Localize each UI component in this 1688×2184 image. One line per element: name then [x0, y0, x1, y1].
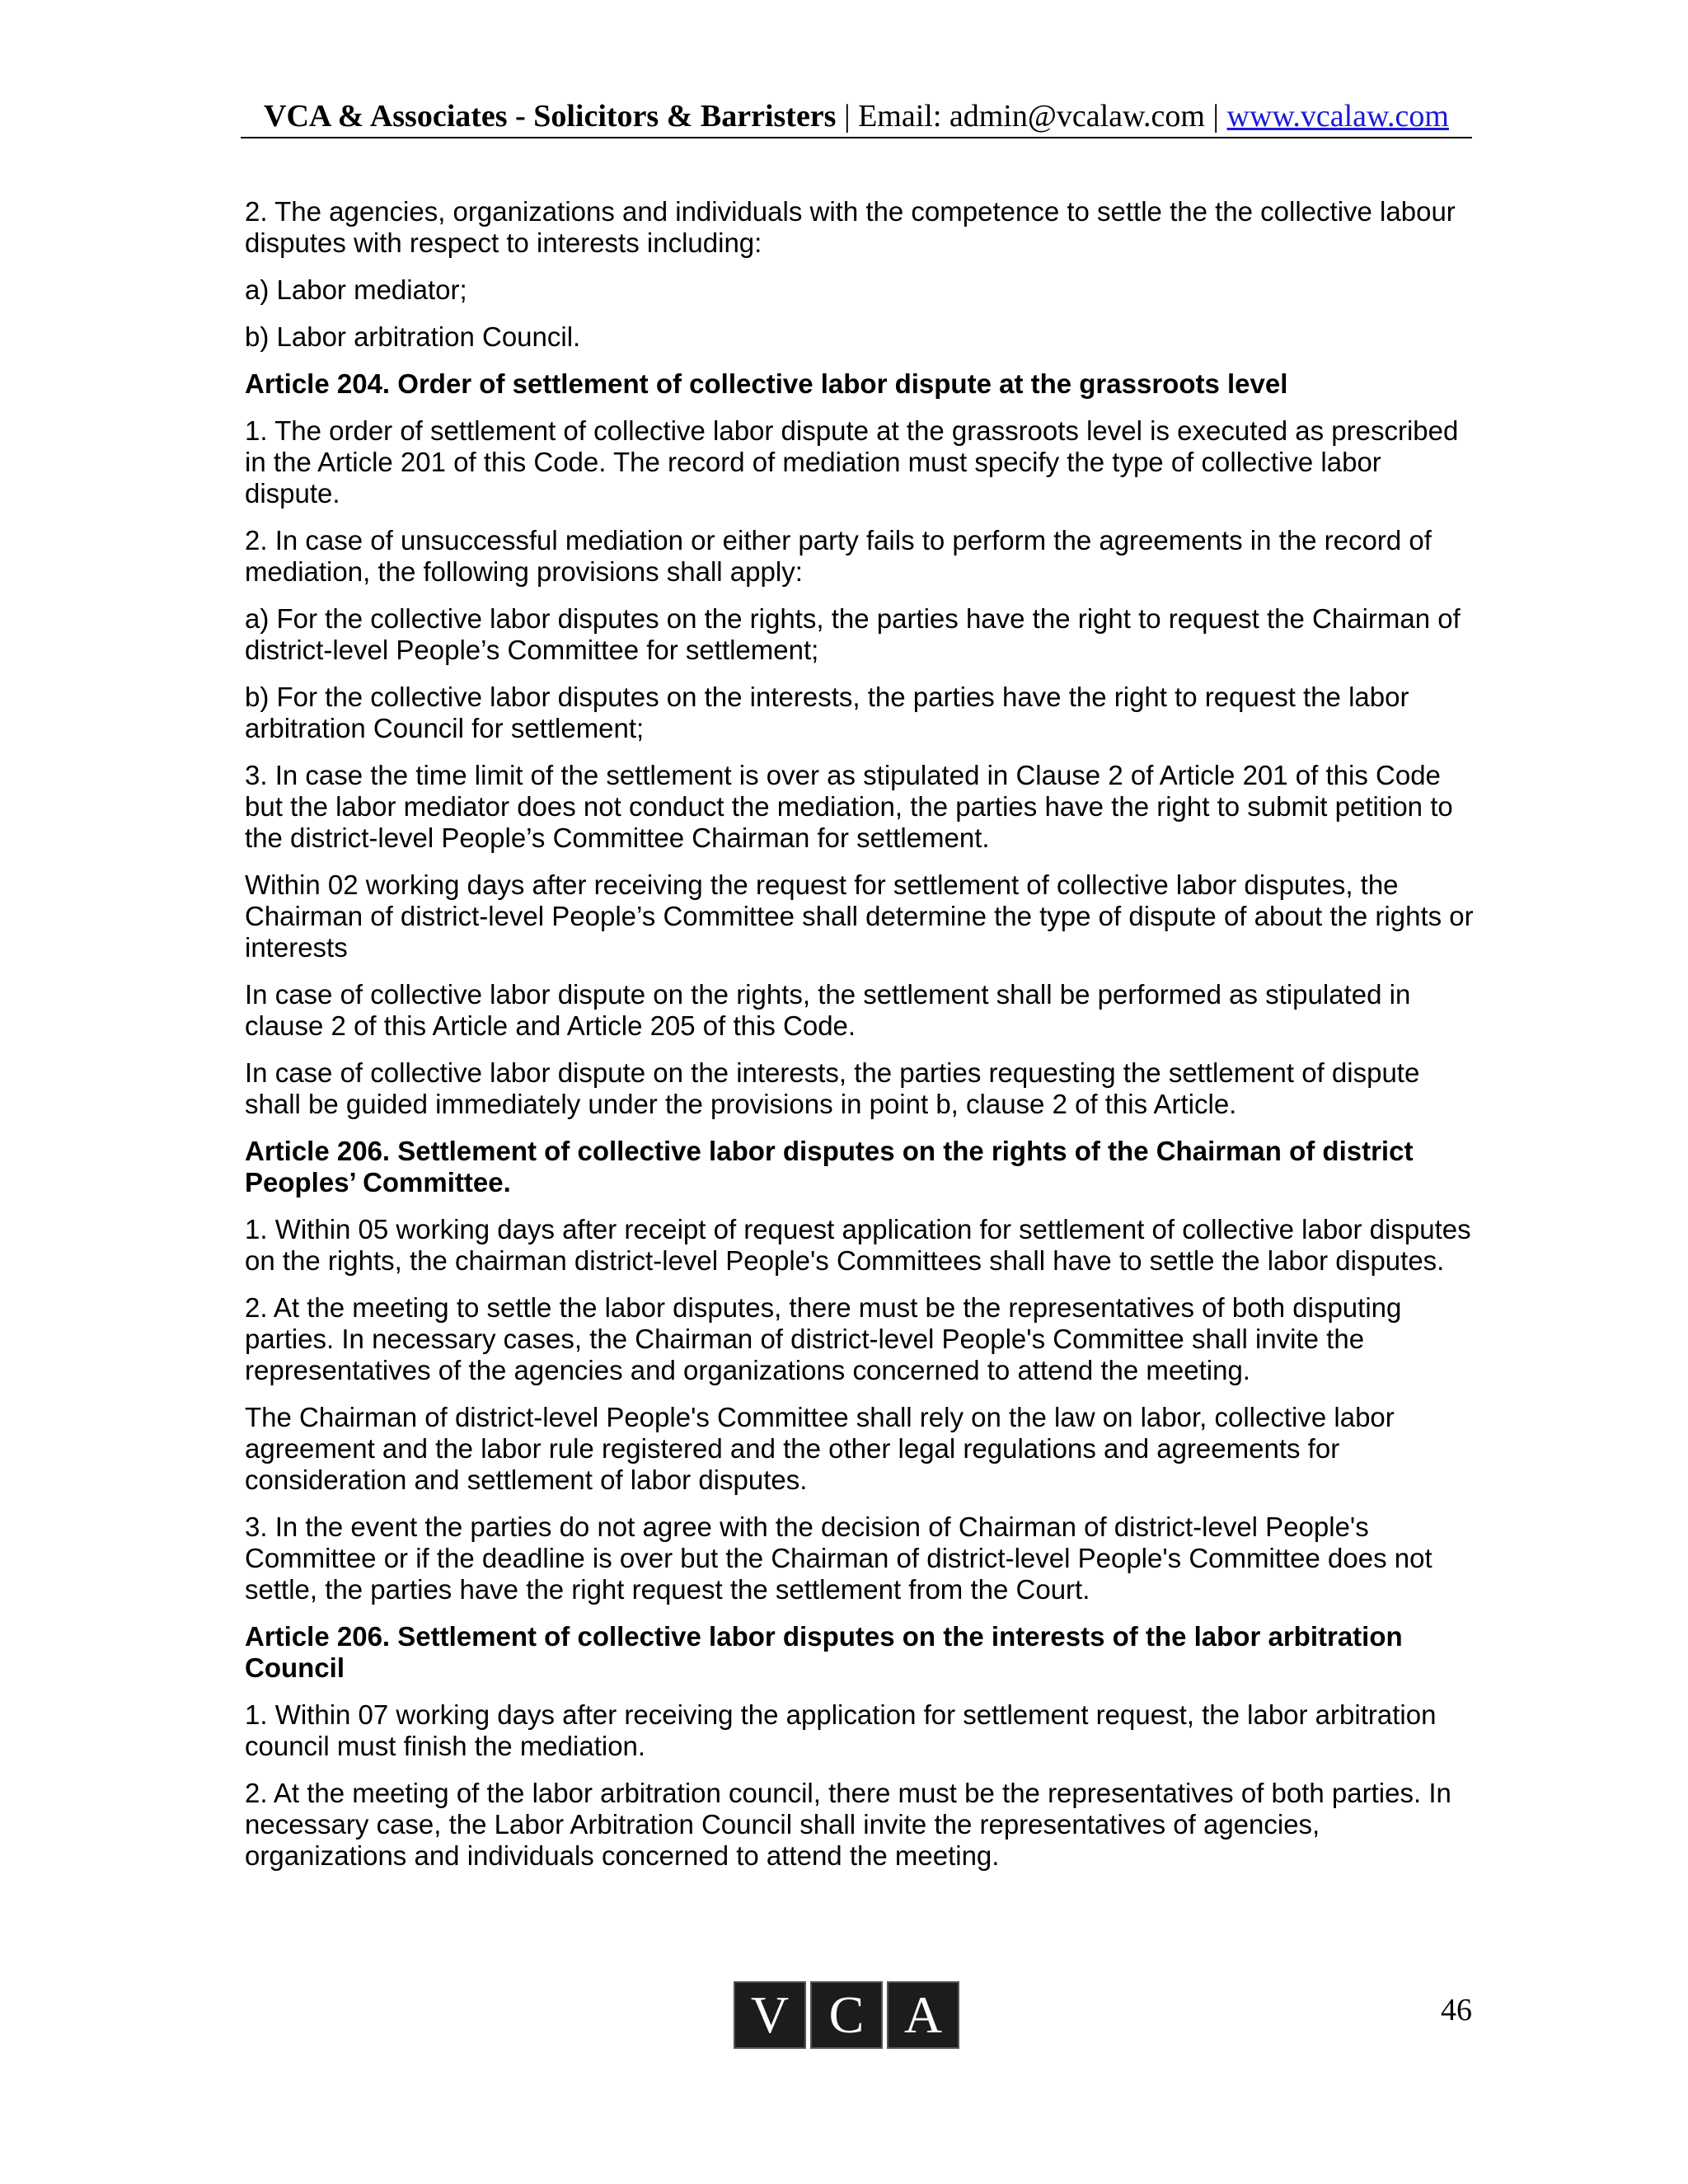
- paragraph: 3. In the event the parties do not agree with the decision of Chairman of district-level People's Committee or if the deadline is over but the Chairman of district-level People's Committee does not settle, the parties have the right request the settlement from the Court.: [245, 1511, 1432, 1605]
- logo-letter-box: V: [734, 1981, 806, 2049]
- paragraph: 2. At the meeting of the labor arbitration council, there must be the representatives of both parties. In necessary case, the Labor Arbitration Council shall invite the representatives of agencies, organizations and individuals concerned to attend the meeting.: [245, 1778, 1451, 1871]
- list-item: b) Labor arbitration Council.: [245, 321, 581, 352]
- logo-letter-box: A: [887, 1981, 959, 2049]
- page-number: 46: [1441, 1993, 1472, 2027]
- list-item: a) For the collective labor disputes on the rights, the parties have the right to request the Chairman of district-level People’s Committee for settlement;: [245, 603, 1461, 665]
- article-heading: Article 204. Order of settlement of collective labor dispute at the grassroots level: [245, 368, 1288, 399]
- paragraph: 1. Within 05 working days after receipt of request application for settlement of collective labor disputes on the rights, the chairman district-level People's Committees shall have to settle the labor disputes.: [245, 1214, 1471, 1276]
- website-link[interactable]: www.vcalaw.com: [1226, 99, 1449, 134]
- paragraph: 1. Within 07 working days after receiving the application for settlement request, the labor arbitration council must finish the mediation.: [245, 1699, 1437, 1761]
- paragraph: Within 02 working days after receiving the request for settlement of collective labor disputes, the Chairman of district-level People’s Committee shall determine the type of dispute of about the rights or interests: [245, 869, 1474, 963]
- article-heading: Article 206. Settlement of collective labor disputes on the interests of the labor arbitration Council: [245, 1621, 1403, 1683]
- article-heading: Article 206. Settlement of collective labor disputes on the rights of the Chairman of district Peoples’ Committee.: [245, 1136, 1414, 1197]
- document-body: [245, 196, 1481, 1887]
- paragraph: 1. The order of settlement of collective labor dispute at the grassroots level is executed as prescribed in the Article 201 of this Code. The record of mediation must specify the type of collective labor dispute.: [245, 415, 1459, 509]
- header-separator: |: [836, 99, 859, 134]
- list-item: a) Labor mediator;: [245, 274, 467, 305]
- logo-letter-box: C: [810, 1981, 883, 2049]
- header-separator: |: [1204, 99, 1227, 134]
- paragraph: 2. In case of unsuccessful mediation or either party fails to perform the agreements in the record of mediation, the following provisions shall apply:: [245, 525, 1432, 587]
- header-email: Email: admin@vcalaw.com: [858, 99, 1205, 134]
- paragraph: In case of collective labor dispute on the rights, the settlement shall be performed as stipulated in clause 2 of this Article and Article 205 of this Code.: [245, 979, 1411, 1041]
- vca-logo: [734, 1981, 959, 2049]
- page-header: [241, 97, 1472, 135]
- paragraph: The Chairman of district-level People's Committee shall rely on the law on labor, collective labor agreement and the labor rule registered and the other legal regulations and agreements for consideration and settlement of labor disputes.: [245, 1402, 1395, 1495]
- list-item: b) For the collective labor disputes on the interests, the parties have the right to request the labor arbitration Council for settlement;: [245, 682, 1409, 743]
- paragraph: In case of collective labor dispute on the interests, the parties requesting the settlement of dispute shall be guided immediately under the provisions in point b, clause 2 of this Article.: [245, 1057, 1420, 1119]
- paragraph: 2. At the meeting to settle the labor disputes, there must be the representatives of both disputing parties. In necessary cases, the Chairman of district-level People's Committee shall invite the representatives of the agencies and organizations concerned to attend the meeting.: [245, 1292, 1402, 1385]
- firm-name: VCA & Associates - Solicitors & Barristers: [264, 99, 837, 134]
- header-divider: [241, 137, 1472, 138]
- paragraph: 2. The agencies, organizations and individuals with the competence to settle the the collective labour disputes with respect to interests including:: [245, 196, 1456, 258]
- paragraph: 3. In case the time limit of the settlement is over as stipulated in Clause 2 of Article 201 of this Code but the labor mediator does not conduct the mediation, the parties have the right to submit petition to the district-level People’s Committee Chairman for settlement.: [245, 760, 1453, 853]
